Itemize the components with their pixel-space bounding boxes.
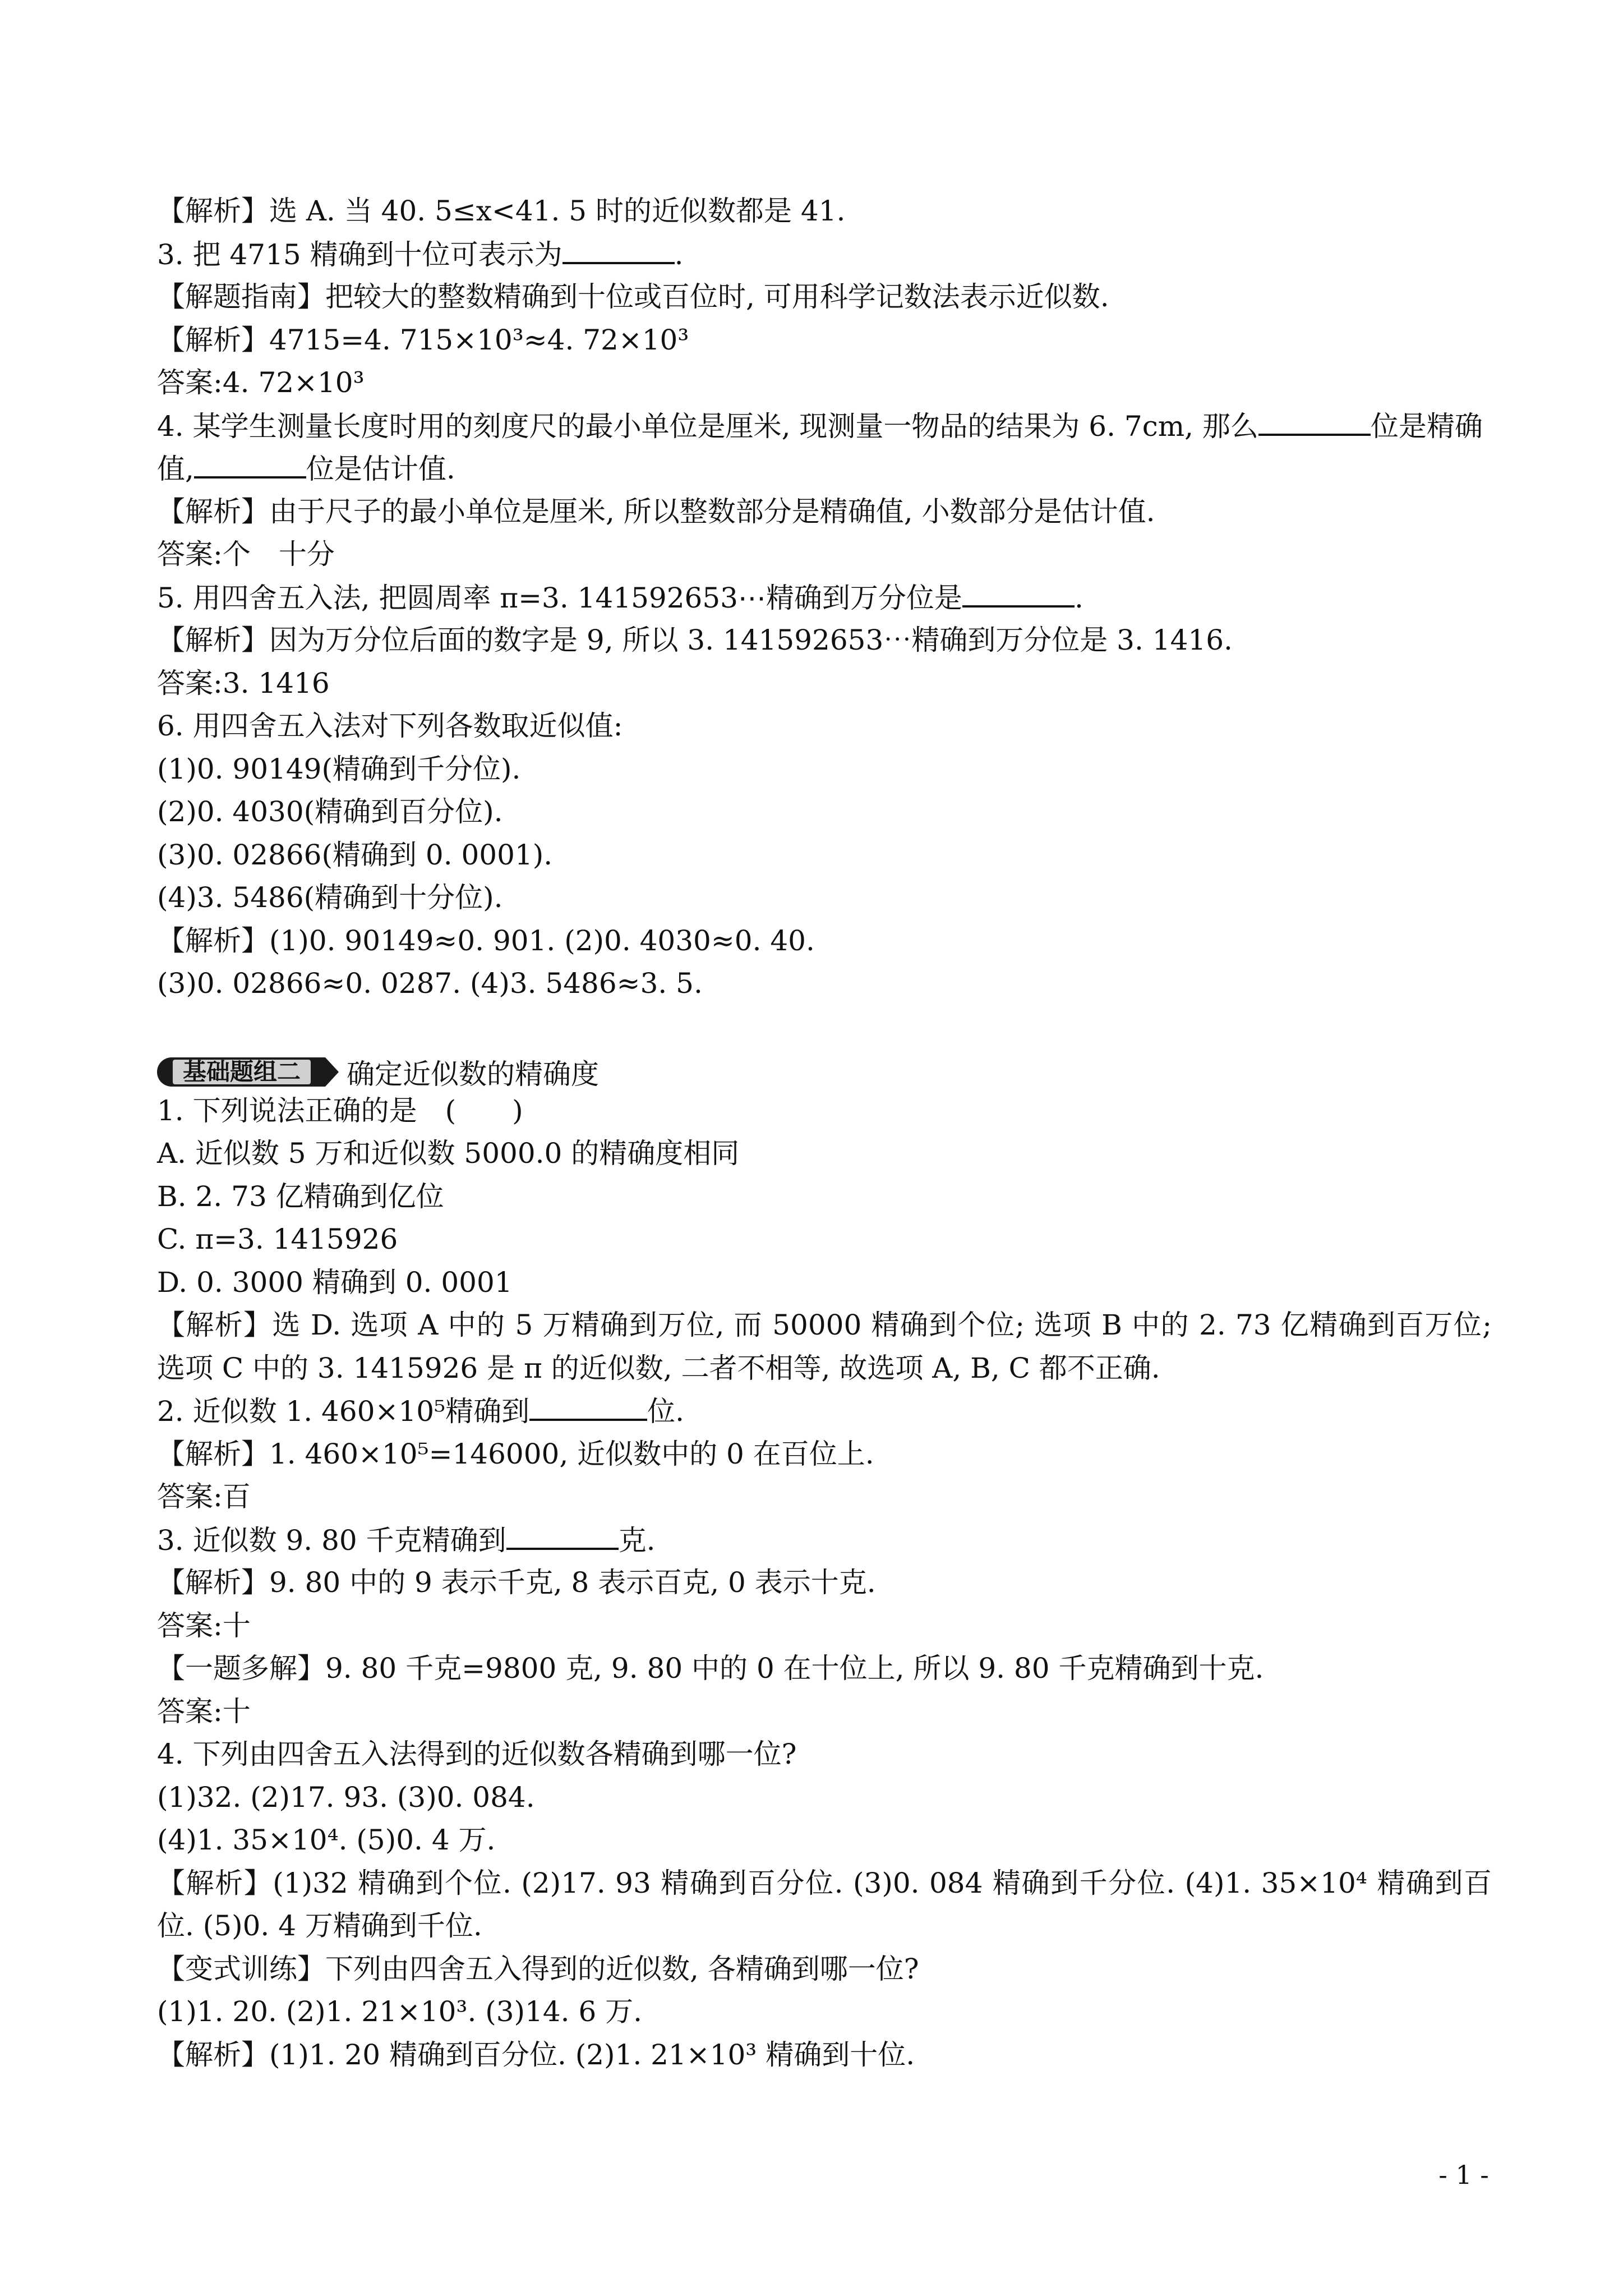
section-badge [157,1057,325,1087]
question-line [157,1389,1492,1433]
question-line [157,447,1492,490]
section-badge-tail [325,1057,339,1087]
text-line: 6. 用四舍五入法对下列各数取近似值: [157,710,623,742]
text-line: 【解析】1. 460×10⁵=146000, 近似数中的 0 在百位上. [157,1437,874,1470]
question-text: 2. 近似数 1. 460×10⁵精确到 [157,1395,530,1428]
text-line: 【解析】由于尺子的最小单位是厘米, 所以整数部分是精确值, 小数部分是估计值. [157,495,1155,528]
section-header-block [157,1005,1492,1089]
question-line: 1. 下列说法正确的是 ( ) [157,1094,523,1127]
text-line: 【解析】因为万分位后面的数字是 9, 所以 3. 141592653⋯精确到万分位是 3. 1416. [157,624,1233,656]
text-line: 【解析】4715=4. 715×10³≈4. 72×10³ [157,323,689,356]
text-line: (1)1. 20. (2)1. 21×10³. (3)14. 6 万. [157,1995,643,2028]
text-line: (4)1. 35×10⁴. (5)0. 4 万. [157,1824,496,1856]
answer-line: 答案:百 [157,1480,251,1513]
text-line: 【变式训练】下列由四舍五入得到的近似数, 各精确到哪一位? [157,1952,919,1985]
question-text: 位. [647,1395,684,1428]
option-line: D. 0. 3000 精确到 0. 0001 [157,1266,513,1299]
question-line: 3. 把 4715 精确到十位可表示为 . [157,233,1492,276]
page-number: - 1 - [1438,2160,1489,2190]
question-line [157,404,1492,448]
text-line: 【解析】(1)1. 20 精确到百分位. (2)1. 21×10³ 精确到十位. [157,2038,915,2071]
question-text: 3. 近似数 9. 80 千克精确到 [157,1524,506,1557]
question-line [157,1519,1492,1562]
text-line: 【解析】(1)0. 90149≈0. 901. (2)0. 4030≈0. 40. [157,924,815,957]
question-line: 5. 用四舍五入法, 把圆周率 π=3. 141592653⋯精确到万分位是 . [157,576,1492,619]
text-line: 【解析】选 A. 当 40. 5≤x<41. 5 时的近似数都是 41. [157,195,846,227]
option-line: B. 2. 73 亿精确到亿位 [157,1180,444,1213]
answer-line: 答案:十 [157,1695,251,1728]
question-text: 3. 把 4715 精确到十位可表示为 [157,238,562,271]
answer-line: 答案:4. 72×10³ [157,366,365,399]
text-line: (3)0. 02866(精确到 0. 0001). [157,838,553,871]
question-text: 位是估计值. [306,453,455,485]
option-line: A. 近似数 5 万和近似数 5000.0 的精确度相同 [157,1137,740,1170]
answer-line: 答案:3. 1416 [157,666,330,700]
answer-blank [194,447,306,478]
answer-line: 答案:十 [157,1609,251,1642]
section-header [157,1056,600,1091]
answer-line: 答案:个 十分 [157,538,335,570]
text-line: (1)0. 90149(精确到千分位). [157,752,521,785]
question-text: 值, [157,453,194,485]
answer-blank [1258,404,1371,436]
text-paragraph: 【解析】(1)32 精确到个位. (2)17. 93 精确到百分位. (3)0. 084 精确到千分位. (4)1. 35×10⁴ 精确到百位. (5)0. 4 万精确到千位. [157,1866,1492,1942]
question-text: 4. 某学生测量长度时用的刻度尺的最小单位是厘米, 现测量一物品的结果为 6. 7cm, 那么 [157,409,1258,443]
question-text: 5. 用四舍五入法, 把圆周率 π=3. 141592653⋯精确到万分位是 [157,581,962,614]
text-line: 【解析】9. 80 中的 9 表示千克, 8 表示百克, 0 表示十克. [157,1566,876,1599]
option-line: C. π=3. 1415926 [157,1223,398,1255]
text-paragraph: 【解析】选 D. 选项 A 中的 5 万精确到万位, 而 50000 精确到个位; 选项 B 中的 2. 73 亿精确到百万位; 选项 C 中的 3. 1415926 是 π 的近似数, 二者不相等, 故选项 A, B, C 都不正确. [157,1309,1492,1384]
text-line: (4)3. 5486(精确到十分位). [157,881,503,914]
answer-blank [506,1519,619,1550]
text-line: (3)0. 02866≈0. 0287. (4)3. 5486≈3. 5. [157,967,703,1000]
text-line: (2)0. 4030(精确到百分位). [157,795,503,828]
answer-blank [962,576,1075,608]
document-body [157,190,1492,2076]
question-text: 克. [618,1524,656,1557]
text-line: 【一题多解】9. 80 千克=9800 克, 9. 80 中的 0 在十位上, 所以 9. 80 千克精确到十克. [157,1652,1264,1685]
section-title: 确定近似数的精确度 [347,1057,600,1091]
text-line: (1)32. (2)17. 93. (3)0. 084. [157,1780,535,1814]
answer-blank [562,233,675,264]
question-text: 位是精确 [1370,409,1483,443]
answer-blank [529,1389,647,1421]
question-line: 4. 下列由四舍五入法得到的近似数各精确到哪一位? [157,1738,797,1770]
section-badge-label: 基础题组二 [173,1060,311,1084]
text-line: 【解题指南】把较大的整数精确到十位或百位时, 可用科学记数法表示近似数. [157,280,1109,313]
